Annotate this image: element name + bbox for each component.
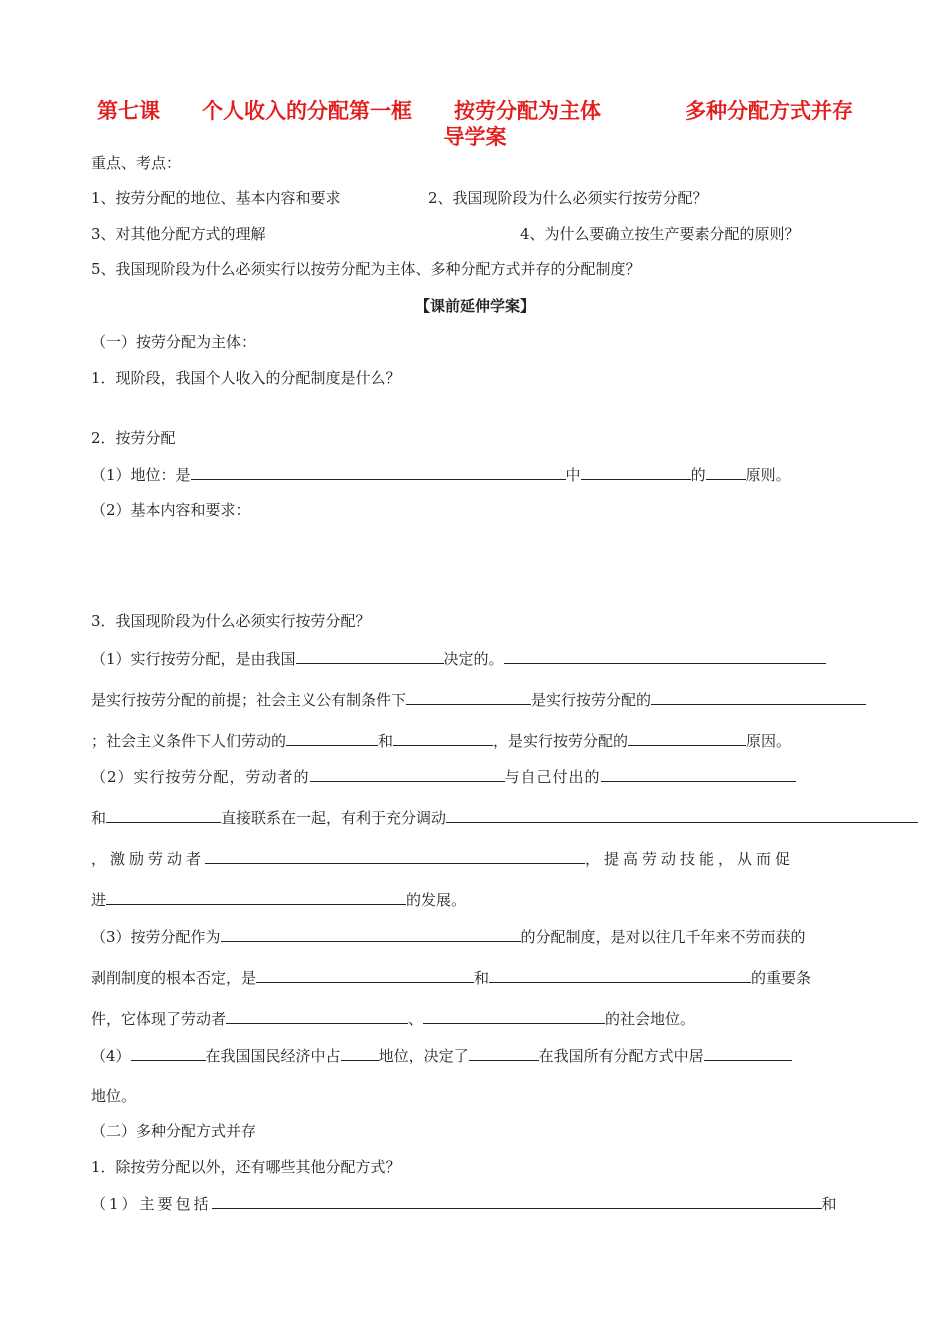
blank <box>106 807 221 823</box>
part1-question-2: 2．按劳分配 <box>91 429 176 447</box>
text: 的分配制度，是对以往几千年来不劳而获的 <box>520 928 806 946</box>
reason-3-line-3 <box>91 1008 695 1029</box>
text: 是实行按劳分配的 <box>531 691 652 709</box>
reason-2-line-1 <box>91 766 796 787</box>
blank <box>628 730 746 746</box>
text: 的社会地位。 <box>605 1010 696 1028</box>
basic-content-label: （2）基本内容和要求： <box>91 501 251 519</box>
blank <box>256 967 474 983</box>
blank <box>489 967 751 983</box>
reason-3-line-1 <box>91 926 806 947</box>
part2-question-1: 1．除按劳分配以外，还有哪些其他分配方式？ <box>91 1158 401 1176</box>
reason-2-line-4 <box>91 889 466 910</box>
blank <box>310 766 505 782</box>
text: 和 <box>821 1195 840 1213</box>
text: （4） <box>91 1047 131 1065</box>
reason-2-line-2 <box>91 807 918 828</box>
part2-heading: （二）多种分配方式并存 <box>91 1122 257 1140</box>
text: 原因。 <box>746 732 792 750</box>
text: 地位，决定了 <box>378 1047 469 1065</box>
blank <box>286 730 378 746</box>
text: （1）地位：是 <box>91 466 191 484</box>
blank <box>504 648 826 664</box>
part1-heading: （一）按劳分配为主体： <box>91 333 257 351</box>
blank <box>205 848 585 864</box>
section-heading: 【课前延伸学案】 <box>414 297 535 315</box>
text: 、 <box>408 1010 424 1028</box>
text: ；社会主义条件下人们劳动的 <box>91 732 287 750</box>
blank <box>469 1045 539 1061</box>
document-title-line-2: 导学案 <box>443 125 507 149</box>
text: 中 <box>565 466 581 484</box>
text: 进 <box>91 891 107 909</box>
text: 在我国所有分配方式中居 <box>538 1047 704 1065</box>
reason-1-line-3 <box>91 730 791 751</box>
blank <box>341 1045 379 1061</box>
blank <box>221 926 521 942</box>
reason-1-line-2 <box>91 689 866 710</box>
text: 的发展。 <box>406 891 467 909</box>
text: 与自己付出的 <box>504 768 601 786</box>
reason-4-line-2: 地位。 <box>91 1087 137 1105</box>
text: 决定的。 <box>443 650 504 668</box>
blank <box>212 1193 822 1209</box>
blank <box>393 730 493 746</box>
key-point-1: 1、按劳分配的地位、基本内容和要求 <box>91 189 341 207</box>
status-line <box>91 464 791 485</box>
text: 直接联系在一起，有利于充分调动 <box>221 809 447 827</box>
text: 件，它体现了劳动者 <box>91 1010 227 1028</box>
key-point-3: 3、对其他分配方式的理解 <box>91 225 266 243</box>
blank <box>131 1045 206 1061</box>
blank <box>406 689 531 705</box>
text: 和 <box>474 969 490 987</box>
key-point-5: 5、我国现阶段为什么必须实行以按劳分配为主体、多种分配方式并存的分配制度？ <box>91 260 641 278</box>
blank <box>226 1008 408 1024</box>
text: 和 <box>378 732 394 750</box>
blank <box>296 648 444 664</box>
text: 的重要条 <box>751 969 812 987</box>
other-methods-line <box>91 1193 840 1214</box>
reason-2-line-3 <box>91 848 794 869</box>
blank <box>106 889 406 905</box>
blank <box>704 1045 792 1061</box>
text: ，提高劳动技能，从而促 <box>585 850 795 868</box>
text: ，是实行按劳分配的 <box>493 732 629 750</box>
text: ，激励劳动者 <box>91 850 206 868</box>
key-points-heading: 重点、考点： <box>91 154 182 172</box>
text: 剥削制度的根本否定，是 <box>91 969 257 987</box>
reason-3-line-2 <box>91 967 811 988</box>
blank <box>423 1008 605 1024</box>
blank <box>651 689 866 705</box>
blank <box>601 766 796 782</box>
reason-1-line-1 <box>91 648 826 669</box>
text: （1）主要包括 <box>91 1195 212 1213</box>
text: （2）实行按劳分配，劳动者的 <box>91 768 310 786</box>
text: 原则。 <box>745 466 791 484</box>
text: 是实行按劳分配的前提；社会主义公有制条件下 <box>91 691 407 709</box>
part1-question-1: 1．现阶段，我国个人收入的分配制度是什么？ <box>91 369 401 387</box>
text: 的 <box>690 466 706 484</box>
text: 在我国国民经济中占 <box>205 1047 341 1065</box>
document-title-line-1: 第七课 个人收入的分配第一框 按劳分配为主体 多种分配方式并存 <box>97 99 853 123</box>
blank-status-3 <box>706 464 746 480</box>
text: 和 <box>91 809 107 827</box>
part1-question-3: 3．我国现阶段为什么必须实行按劳分配？ <box>91 612 371 630</box>
blank-status-1 <box>191 464 566 480</box>
reason-4-line-1 <box>91 1045 792 1066</box>
text: （3）按劳分配作为 <box>91 928 221 946</box>
blank <box>446 807 918 823</box>
key-point-4: 4、为什么要确立按生产要素分配的原则？ <box>520 225 800 243</box>
blank-status-2 <box>581 464 691 480</box>
key-point-2: 2、我国现阶段为什么必须实行按劳分配？ <box>428 189 708 207</box>
text: （1）实行按劳分配，是由我国 <box>91 650 296 668</box>
